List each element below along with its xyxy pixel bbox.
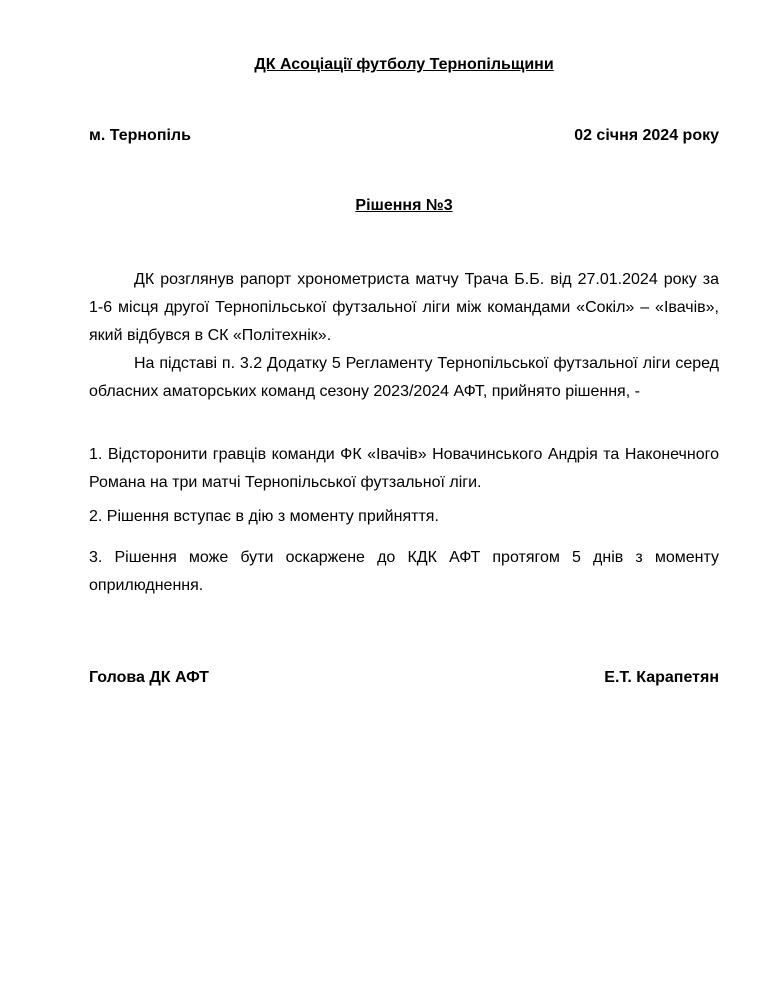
document-header-title: [89, 51, 719, 79]
decision-title: [89, 192, 719, 220]
decision-item-1: 1. Відсторонити гравців команди ФК «Івачів» Новачинського Андрія та Наконечного Романа на три матчі Тернопільської футзальної ліги.: [89, 446, 719, 491]
decision-title-text: Рішення №3: [355, 197, 453, 214]
signature-name: Е.Т. Карапетян: [604, 669, 719, 686]
decision-item-2: 2. Рішення вступає в дію з моменту прийняття.: [89, 508, 439, 525]
document-place: м. Тернопіль: [89, 127, 191, 144]
decision-item-3: 3. Рішення може бути оскаржене до КДК АФТ протягом 5 днів з моменту оприлюднення.: [89, 549, 719, 594]
place-date-row: [89, 122, 719, 150]
document-date: 02 січня 2024 року: [574, 127, 719, 144]
body-paragraph-basis: На підставі п. 3.2 Додатку 5 Регламенту Тернопільської футзальної ліги серед обласних аматорських команд сезону 2023/2024 АФТ, прийнято рішення, -: [89, 355, 719, 400]
body-paragraph-report: ДК розглянув рапорт хронометриста матчу Трача Б.Б. від 27.01.2024 року за 1-6 місця другої Тернопільської футзальної ліги між командами «Сокіл» – «Івачів», який відбувся в СК «Політехнік».: [89, 271, 719, 344]
signature-role: Голова ДК АФТ: [89, 669, 209, 686]
document-header-title-text: ДК Асоціації футболу Тернопільщини: [254, 56, 554, 73]
signature-row: [89, 664, 719, 692]
